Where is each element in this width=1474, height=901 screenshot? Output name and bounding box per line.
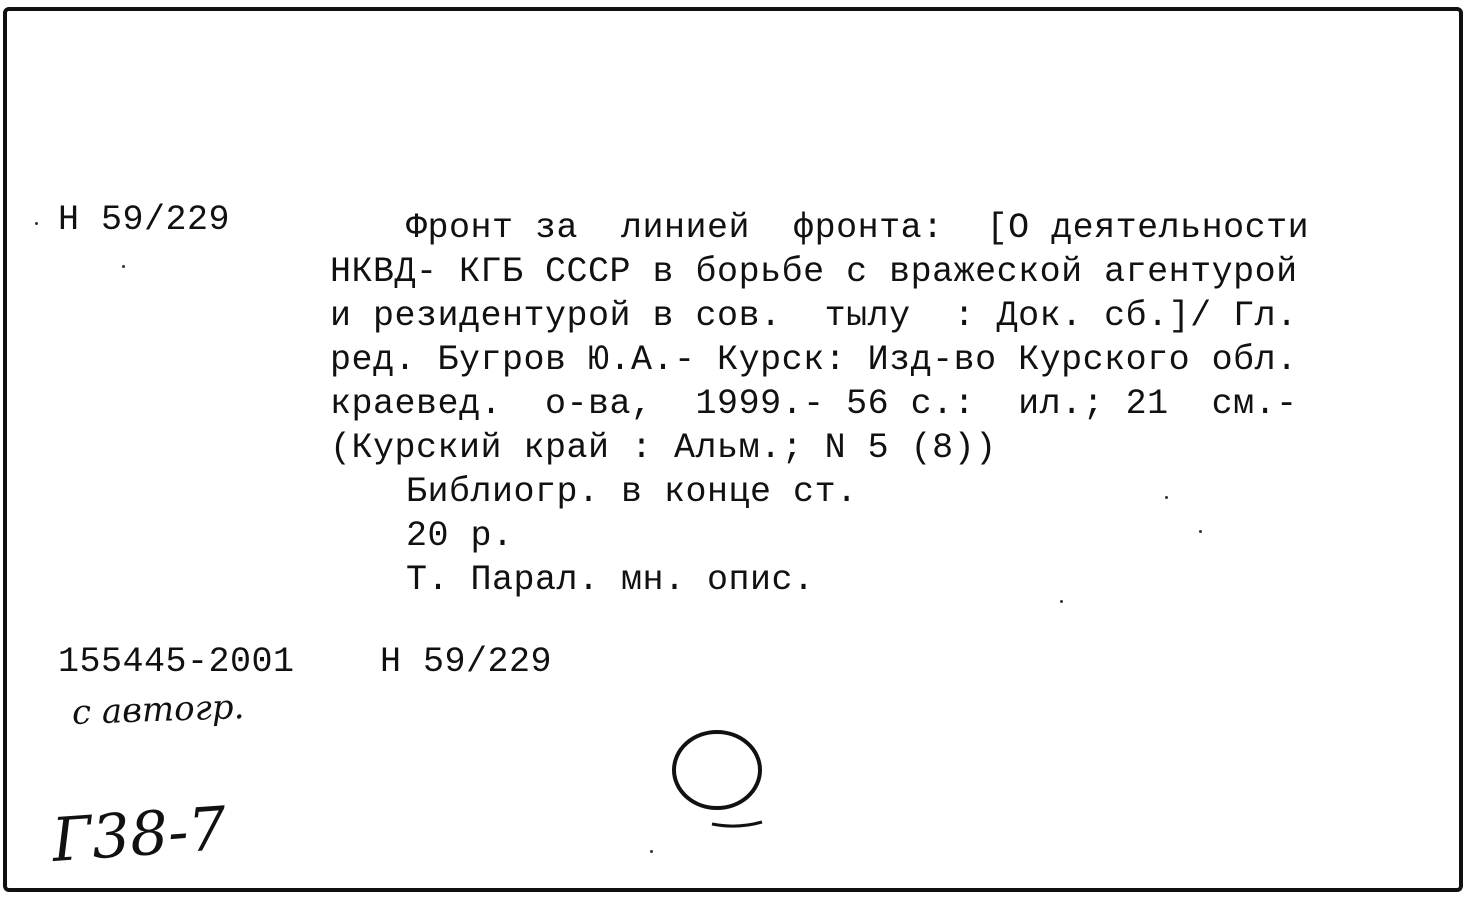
note-copies: Т. Парал. мн. опис. xyxy=(406,560,815,600)
call-number-bottom: Н 59/229 xyxy=(380,642,553,682)
description-line-4: ред. Бугров Ю.А.- Курск: Изд-во Курского обл. xyxy=(330,340,1298,380)
speck xyxy=(1060,600,1063,603)
handwritten-autograph-note: с автогр. xyxy=(71,687,246,733)
note-price: 20 р. xyxy=(406,516,514,556)
note-bibliography: Библиогр. в конце ст. xyxy=(406,472,858,512)
description-line-1: Фронт за линией фронта: [О деятельности xyxy=(406,208,1310,248)
call-number-top: Н 59/229 xyxy=(58,200,231,240)
punch-hole-icon xyxy=(672,728,772,838)
description-line-5: краевед. о-ва, 1999.- 56 с.: ил.; 21 см.- xyxy=(330,384,1298,424)
description-line-3: и резидентурой в сов. тылу : Док. сб.]/ Гл. xyxy=(330,296,1298,336)
accession-number: 155445-2001 xyxy=(58,642,295,682)
speck xyxy=(1199,530,1202,533)
speck xyxy=(650,850,653,853)
handwritten-shelf-mark: Г38-7 xyxy=(49,793,229,877)
description-line-2: НКВД- КГБ СССР в борьбе с вражеской агентурой xyxy=(330,252,1298,292)
speck xyxy=(1165,496,1168,499)
speck xyxy=(35,222,38,225)
speck xyxy=(122,265,125,268)
description-line-6: (Курский край : Альм.; N 5 (8)) xyxy=(330,428,997,468)
